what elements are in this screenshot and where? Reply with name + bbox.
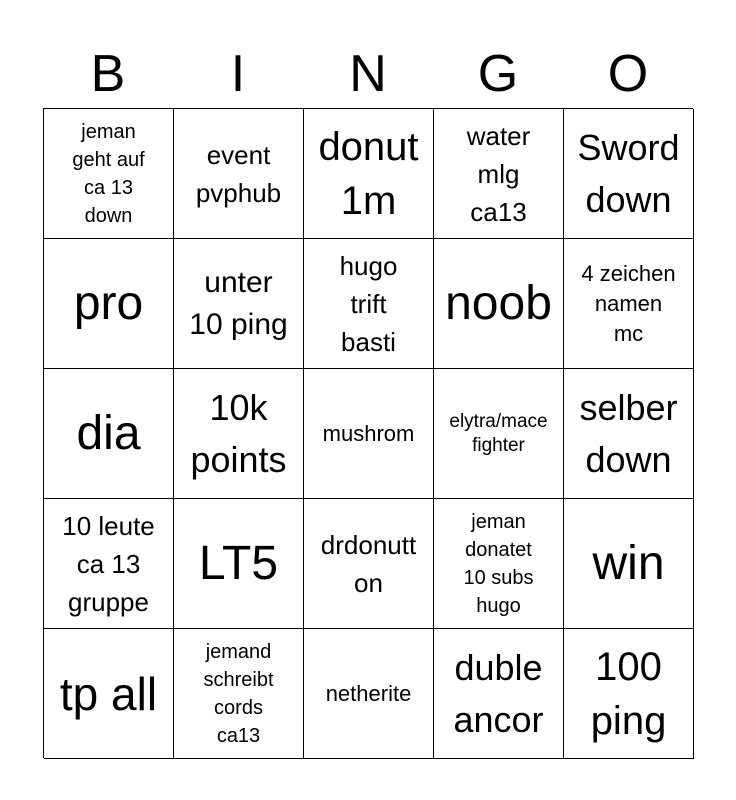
bingo-cell[interactable]: 100 ping <box>564 629 694 759</box>
bingo-cell[interactable]: selber down <box>564 369 694 499</box>
bingo-cell[interactable]: drdonutt on <box>304 499 434 629</box>
bingo-cell[interactable]: mushrom <box>304 369 434 499</box>
header-letter-g: G <box>477 45 519 103</box>
bingo-cell[interactable]: 4 zeichen namen mc <box>564 239 694 369</box>
header-letter-b: B <box>90 45 126 103</box>
bingo-cell[interactable]: jeman geht auf ca 13 down <box>44 109 174 239</box>
bingo-cell[interactable]: donut 1m <box>304 109 434 239</box>
bingo-cell[interactable]: event pvphub <box>174 109 304 239</box>
bingo-cell[interactable]: 10 leute ca 13 gruppe <box>44 499 174 629</box>
bingo-cell[interactable]: elytra/mace fighter <box>434 369 564 499</box>
bingo-cell[interactable]: duble ancor <box>434 629 564 759</box>
bingo-cell[interactable]: LT5 <box>174 499 304 629</box>
bingo-board <box>43 108 693 758</box>
header-letter-o: O <box>607 45 649 103</box>
header-letter-i: I <box>230 45 246 103</box>
bingo-cell[interactable]: tp all <box>44 629 174 759</box>
bingo-cell[interactable]: dia <box>44 369 174 499</box>
bingo-cell[interactable]: 10k points <box>174 369 304 499</box>
bingo-cell[interactable]: water mlg ca13 <box>434 109 564 239</box>
bingo-cell[interactable]: Sword down <box>564 109 694 239</box>
header-letter-n: N <box>349 45 387 103</box>
bingo-cell[interactable]: netherite <box>304 629 434 759</box>
bingo-cell[interactable]: win <box>564 499 694 629</box>
bingo-cell[interactable]: noob <box>434 239 564 369</box>
bingo-cell[interactable]: unter 10 ping <box>174 239 304 369</box>
bingo-cell[interactable]: jeman donatet 10 subs hugo <box>434 499 564 629</box>
bingo-cell[interactable]: jemand schreibt cords ca13 <box>174 629 304 759</box>
bingo-cell[interactable]: hugo trift basti <box>304 239 434 369</box>
bingo-header <box>43 40 693 108</box>
bingo-cell[interactable]: pro <box>44 239 174 369</box>
